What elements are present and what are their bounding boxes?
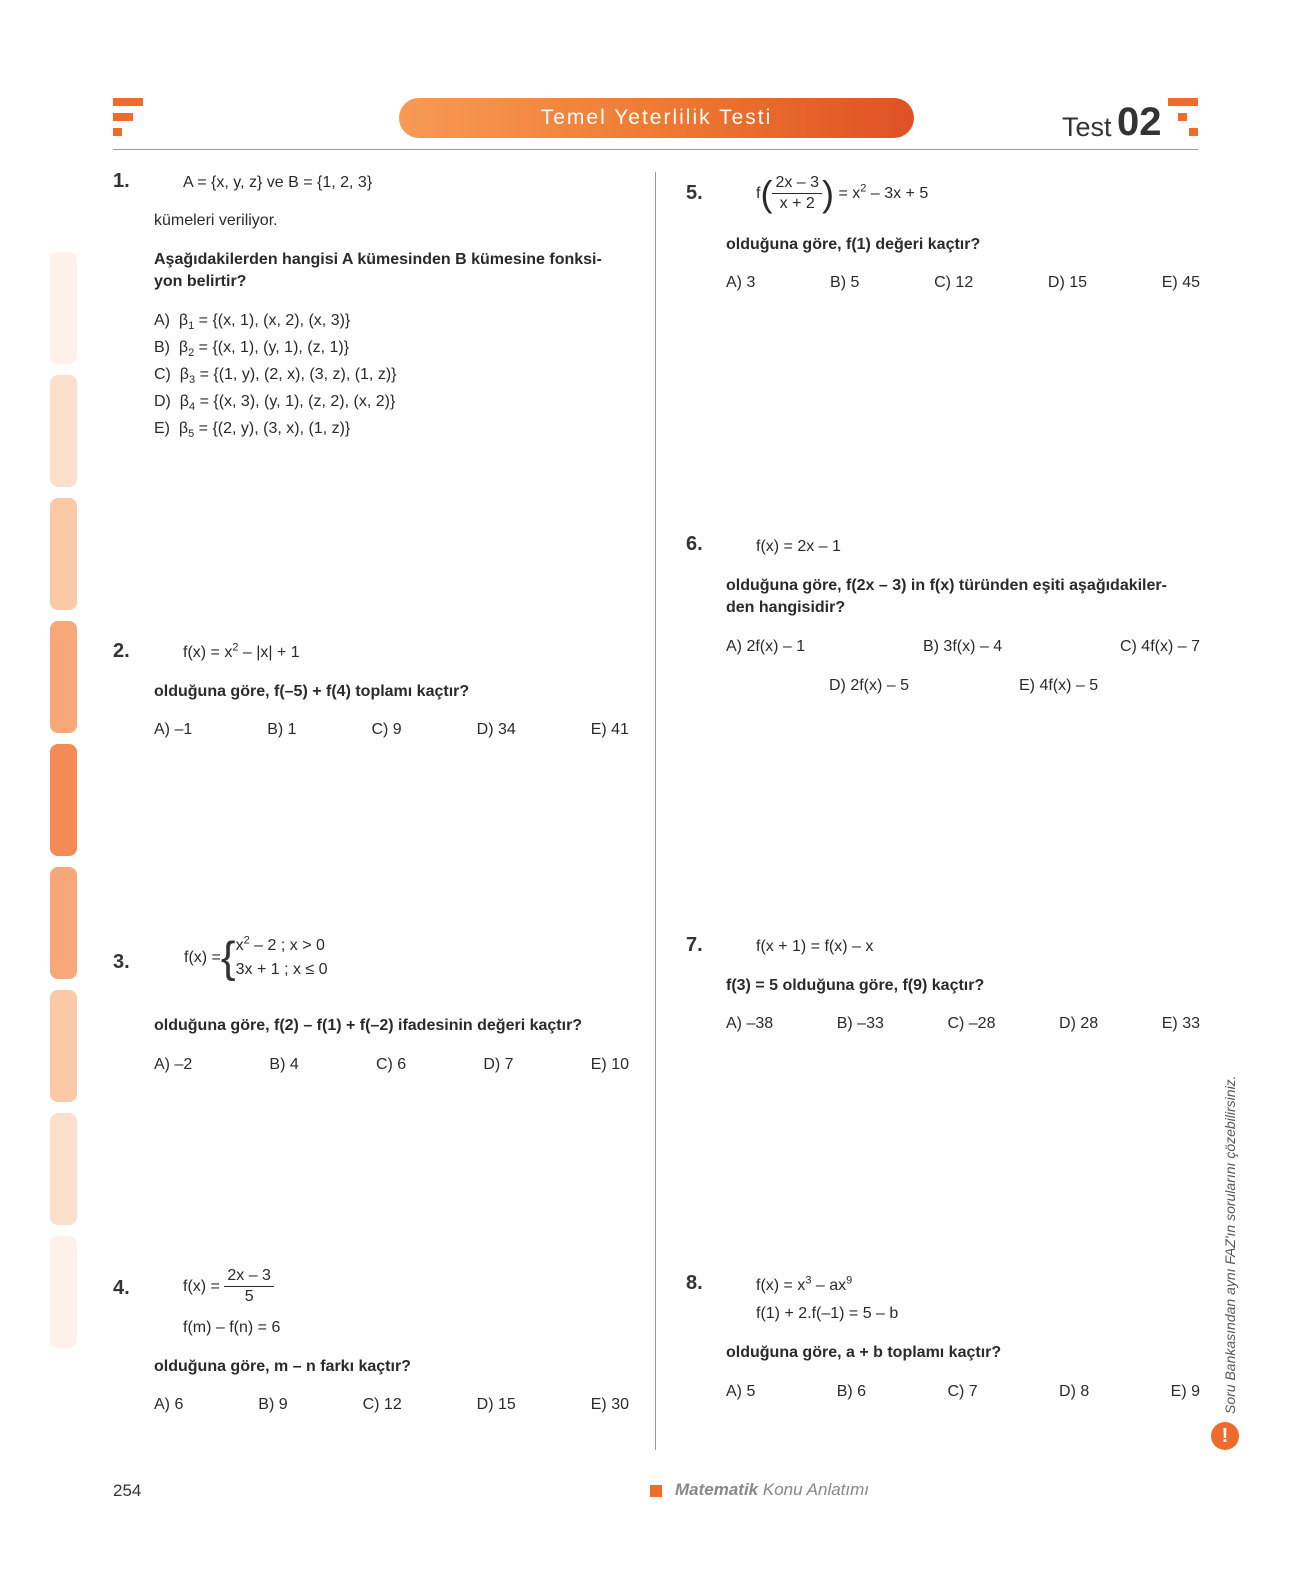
q4-function <box>183 1266 274 1307</box>
q3-option-b[interactable]: B) 4 <box>269 1056 299 1073</box>
q5-options <box>726 273 1200 293</box>
header-logo-left <box>113 98 143 138</box>
q2-function: $f(x) = x^2 - |x| + 1$ <box>183 641 300 661</box>
q4-option-e[interactable]: E) 30 <box>590 1396 629 1413</box>
q4-options <box>154 1395 629 1415</box>
q7-prompt: f(3) = 5 olduğuna göre, f(9) kaçtır? <box>726 977 985 994</box>
q4-option-d[interactable]: D) 15 <box>476 1396 516 1413</box>
q6-prompt-line2: den hangisidir? <box>726 599 846 616</box>
q3-options <box>154 1055 629 1075</box>
q5-option-b[interactable]: B) 5 <box>830 274 860 291</box>
q7-option-c[interactable]: C) –28 <box>947 1015 996 1032</box>
q1-intro: kümeleri veriliyor. <box>154 212 278 229</box>
q5-option-a[interactable]: A) 3 <box>726 274 756 291</box>
q5-fraction: $\frac{2x - 3}{x + 2}$ <box>772 173 822 214</box>
page-number: 254 <box>113 1481 142 1500</box>
header-logo-right <box>1168 98 1198 138</box>
q2-option-a[interactable]: A) –1 <box>154 721 193 738</box>
q4-fraction: $\frac{2x - 3}{5}$ <box>224 1266 274 1307</box>
q8-line1: $f(x) = x^3 - ax^9$ <box>756 1274 853 1294</box>
header-divider <box>113 149 1198 150</box>
q4-prompt: olduğuna göre, m – n farkı kaçtır? <box>154 1358 411 1375</box>
q1-given: A = {x, y, z} ve B = {1, 2, 3} <box>183 174 373 191</box>
question-number-2: 2. <box>113 640 130 662</box>
footer-square-icon <box>650 1485 662 1497</box>
q3-option-e[interactable]: E) 10 <box>590 1056 629 1073</box>
q2-option-b[interactable]: B) 1 <box>267 721 297 738</box>
column-divider <box>655 172 656 1450</box>
q6-option-a[interactable]: A) 2f(x) – 1 <box>726 638 806 655</box>
test-label: Test <box>1062 112 1112 142</box>
q2-option-c[interactable]: C) 9 <box>371 721 402 738</box>
book-title: Matematik Konu Anlatımı <box>675 1480 870 1499</box>
q1-option-b[interactable]: B) $\beta_2 = \{(x$, 1), (y, 1), (z, 1)} <box>154 339 350 360</box>
q7-given: f(x + 1) = f(x) – x <box>756 938 874 955</box>
q3-option-a[interactable]: A) –2 <box>154 1056 193 1073</box>
q3-case-2: 3x + 1 ; x ≤ 0 <box>235 961 328 978</box>
side-tab <box>50 867 77 979</box>
q2-option-e[interactable]: E) 41 <box>590 721 629 738</box>
q3-cases <box>236 936 328 980</box>
q1-prompt-line2: yon belirtir? <box>154 273 247 290</box>
q4-option-c[interactable]: C) 12 <box>362 1396 402 1413</box>
q2-option-d[interactable]: D) 34 <box>476 721 516 738</box>
q6-given: f(x) = 2x – 1 <box>756 538 841 555</box>
q8-option-a[interactable]: A) 5 <box>726 1383 756 1400</box>
q8-option-d[interactable]: D) 8 <box>1059 1383 1090 1400</box>
q3-piecewise <box>184 933 328 982</box>
side-tab <box>50 1113 77 1225</box>
q5-function <box>756 173 928 214</box>
q5-option-e[interactable]: E) 45 <box>1161 274 1200 291</box>
q1-prompt-line1: Aşağıdakilerden hangisi A kümesinden B kümesine fonksi- <box>154 251 602 268</box>
q1-option-d[interactable]: D) $\beta_4 = \{(x$, 3), (y, 1), (z, 2), (x, 2)} <box>154 393 396 414</box>
q8-prompt: olduğuna göre, a + b toplamı kaçtır? <box>726 1344 1002 1361</box>
q3-prompt: olduğuna göre, f(2) – f(1) + f(–2) ifadesinin değeri kaçtır? <box>154 1017 583 1034</box>
q5-f-label: f <box>756 184 761 202</box>
side-tab <box>50 990 77 1102</box>
side-tab <box>50 498 77 610</box>
q6-option-e[interactable]: E) 4f(x) – 5 <box>1019 677 1099 694</box>
q5-prompt: olduğuna göre, f(1) değeri kaçtır? <box>726 236 981 253</box>
q7-option-d[interactable]: D) 28 <box>1059 1015 1099 1032</box>
q4-option-b[interactable]: B) 9 <box>258 1396 288 1413</box>
question-number-8: 8. <box>686 1272 703 1294</box>
question-number-7: 7. <box>686 934 703 956</box>
side-tab <box>50 252 77 364</box>
alert-icon: ! <box>1211 1422 1239 1450</box>
q3-f-label: f(x) = <box>184 949 221 966</box>
q5-paren-left-icon: ( <box>760 172 773 214</box>
q1-option-c[interactable]: C) $\beta_3 = \{(1$, y), (2, x), (3, z), (1, z)} <box>154 366 397 387</box>
q6-prompt-line1: olduğuna göre, f(2x – 3) in f(x) türünden eşiti aşağıdakiler- <box>726 577 1167 594</box>
q4-f-label: f(x) = <box>183 1277 220 1295</box>
q3-option-d[interactable]: D) 7 <box>483 1056 514 1073</box>
test-banner: Temel Yeterlilik Testi <box>399 98 914 138</box>
q5-option-c[interactable]: C) 12 <box>934 274 974 291</box>
side-tab <box>50 375 77 487</box>
test-number: 02 <box>1117 100 1162 144</box>
q4-option-a[interactable]: A) 6 <box>154 1396 184 1413</box>
q1-option-e[interactable]: E) $\beta_5 = \{(2$, y), (3, x), (1, z)} <box>154 420 351 441</box>
q2-prompt: olduğuna göre, f(–5) + f(4) toplamı kaçtır? <box>154 683 470 700</box>
q5-rhs: = $x^2 - 3x + 5$ <box>838 182 929 202</box>
q6-option-c[interactable]: C) 4f(x) – 7 <box>1119 638 1200 655</box>
q8-option-b[interactable]: B) 6 <box>836 1383 867 1400</box>
q7-option-b[interactable]: B) –33 <box>836 1015 884 1032</box>
q6-option-b[interactable]: B) 3f(x) – 4 <box>922 638 1003 655</box>
side-tab <box>50 621 77 733</box>
q3-option-c[interactable]: C) 6 <box>375 1056 407 1073</box>
question-number-3: 3. <box>113 951 130 973</box>
question-number-5: 5. <box>686 182 703 204</box>
question-number-6: 6. <box>686 533 703 555</box>
side-tab <box>50 1236 77 1348</box>
q1-option-a[interactable]: A) $\beta_1 = \{(x$, 1), (x, 2), (x, 3)} <box>154 312 351 333</box>
q6-options-row1 <box>726 637 1200 657</box>
side-tab <box>50 744 77 856</box>
q3-case-1: $x^2 - 2$ ; x > 0 <box>235 934 325 954</box>
q8-line2: f(1) + 2.f(–1) = 5 – b <box>756 1305 899 1322</box>
question-number-1: 1. <box>113 170 130 192</box>
q6-option-d[interactable]: D) 2f(x) – 5 <box>829 677 910 694</box>
q4-line2: f(m) – f(n) = 6 <box>183 1319 281 1336</box>
question-number-4: 4. <box>113 1277 130 1299</box>
q8-options <box>726 1382 1200 1402</box>
q2-options <box>154 720 629 740</box>
q3-brace-icon: { <box>220 933 236 982</box>
q7-option-e[interactable]: E) 33 <box>1161 1015 1200 1032</box>
q5-option-d[interactable]: D) 15 <box>1047 274 1088 291</box>
q8-option-c[interactable]: C) 7 <box>947 1383 978 1400</box>
q8-option-e[interactable]: E) 9 <box>1170 1383 1200 1400</box>
q7-options <box>726 1014 1200 1034</box>
q1-options <box>154 311 397 446</box>
q5-paren-right-icon: ) <box>822 172 835 214</box>
side-note: Soru Bankasından aynı FAZ'ın sorularını çözebilirsiniz. <box>1222 1075 1238 1414</box>
q7-option-a[interactable]: A) –38 <box>726 1015 774 1032</box>
